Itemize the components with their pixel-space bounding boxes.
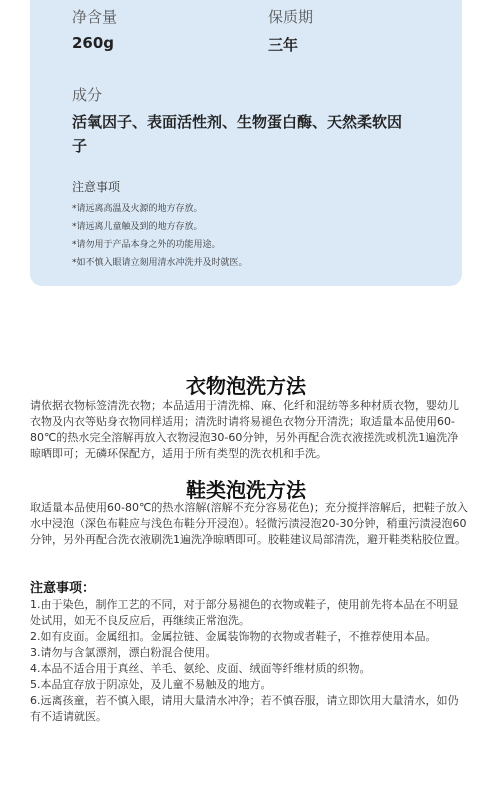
caution-item: 2.如有皮面。金属纽扣。金属拉链、金属装饰物的衣物或者鞋子，不推荐使用本品。: [30, 630, 437, 643]
ingredients-value: 活氧因子、表面活性剂、生物蛋白酶、天然柔软因子: [72, 113, 403, 155]
caution-item: 5.本品宜存放于阴凉处，及儿童不易触及的地方。: [30, 678, 272, 691]
note-item: *请勿用于产品本身之外的功能用途。: [72, 240, 221, 250]
caution-title: 注意事项：: [30, 581, 96, 596]
shoes-wash-instructions: 取适量本品使用60-80℃的热水溶解(溶解不充分容易花色)；充分搅拌溶解后，把鞋子放入水中浸泡（深色布鞋应与浅色布鞋分开浸泡）。轻微污渍浸泡20-30分钟，稍重污渍浸泡60分钟，另外再配合洗衣液刷洗1遍洗净晾晒即可。胶鞋建议局部清洗，避开鞋类粘胶位置。: [30, 501, 468, 546]
shelf-life-label: 保质期: [268, 8, 314, 26]
caution-list: [30, 597, 468, 725]
net-content-value: 260g: [72, 34, 115, 52]
ingredients-label: 成分: [72, 86, 103, 104]
note-item: *请远离儿童触及到的地方存放。: [72, 222, 203, 232]
net-content-label: 净含量: [72, 8, 118, 26]
shelf-life-value: 三年: [268, 36, 299, 54]
note-item: *如不慎入眼请立刻用清水冲洗并及时就医。: [72, 258, 248, 268]
clothes-wash-instructions: 请依据衣物标签清洗衣物；本品适用于清洗棉、麻、化纤和混纺等多种材质衣物，婴幼儿衣物及内衣等贴身衣物同样适用；清洗时请将易褪色衣物分开清洗；取适量本品使用60-80℃的热水完全溶解再放入衣物浸泡30-60分钟，另外再配合洗衣液搓洗或机洗1遍洗净晾晒即可；无磷环保配方，适用于所有类型的洗衣机和手洗。: [30, 399, 459, 460]
shoes-wash-title: 鞋类泡洗方法: [186, 478, 306, 502]
caution-item: 3.请勿与含氯漂剂，漂白粉混合使用。: [30, 646, 217, 659]
note-item: *请远离高温及火源的地方存放。: [72, 204, 203, 214]
notes-title: 注意事项: [72, 180, 121, 194]
caution-item: 1.由于染色，制作工艺的不同，对于部分易褪色的衣物或鞋子，使用前先将本品在不明显处试用，如无不良反应后，再继续正常泡洗。: [30, 598, 459, 627]
caution-item: 4.本品不适合用于真丝、羊毛、氨纶、皮面、绒面等纤维材质的织物。: [30, 662, 371, 675]
caution-item: 6.远离孩童，若不慎入眼，请用大量清水冲净；若不慎吞服，请立即饮用大量清水，如仍有不适请就医。: [30, 694, 459, 723]
clothes-wash-title: 衣物泡洗方法: [186, 374, 306, 398]
notes-list: [72, 200, 248, 272]
